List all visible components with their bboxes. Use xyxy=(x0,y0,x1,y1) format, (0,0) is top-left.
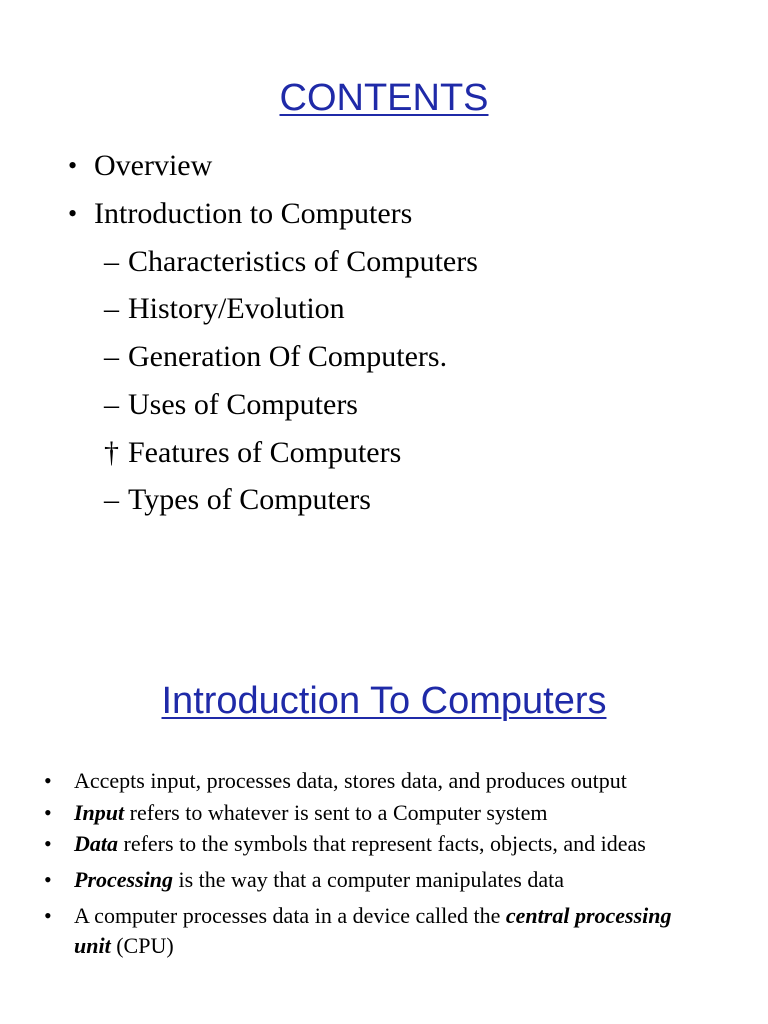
intro-bullet-input xyxy=(44,798,754,828)
toc-item-label: Characteristics of Computers xyxy=(128,245,478,278)
bullet-term: Processing xyxy=(74,867,173,892)
bullet-marker: • xyxy=(68,199,78,228)
toc-item-label: Generation Of Computers. xyxy=(128,340,448,373)
bullet-marker: • xyxy=(44,903,52,928)
dagger-marker: † xyxy=(104,436,119,469)
toc-item-label: Introduction to Computers xyxy=(94,197,413,230)
toc-item-label: History/Evolution xyxy=(128,292,345,325)
bullet-term: central processing unit xyxy=(74,903,672,958)
bullet-marker: • xyxy=(44,867,52,892)
bullet-text: Accepts input, processes data, stores data, and produces output xyxy=(74,768,627,793)
bullet-marker: • xyxy=(68,151,78,180)
contents-title: CONTENTS xyxy=(279,77,489,119)
toc-item-label: Types of Computers xyxy=(128,483,371,516)
dash-marker: – xyxy=(104,388,119,421)
toc-item-overview xyxy=(68,148,213,184)
toc-item-label: Features of Computers xyxy=(128,436,402,469)
bullet-text: refers to the symbols that represent facts, objects, and ideas xyxy=(118,831,646,856)
toc-subitem-history xyxy=(104,291,345,327)
dash-marker: – xyxy=(104,292,119,325)
bullet-text: A computer processes data in a device called the xyxy=(74,903,506,928)
toc-subitem-uses xyxy=(104,387,358,423)
bullet-term: Data xyxy=(74,831,118,856)
toc-item-label: Overview xyxy=(94,149,213,182)
bullet-marker: • xyxy=(44,800,52,825)
dash-marker: – xyxy=(104,340,119,373)
bullet-text: refers to whatever is sent to a Computer system xyxy=(124,800,548,825)
intro-bullet-cpu xyxy=(44,901,674,961)
bullet-term: Input xyxy=(74,800,125,825)
dash-marker: – xyxy=(104,483,119,516)
dash-marker: – xyxy=(104,245,119,278)
toc-subitem-generation xyxy=(104,339,448,375)
toc-subitem-characteristics xyxy=(104,244,478,280)
toc-subitem-types xyxy=(104,482,371,518)
toc-item-introduction xyxy=(68,196,413,232)
bullet-marker: • xyxy=(44,831,52,856)
intro-bullet-accepts xyxy=(44,766,754,796)
intro-bullet-data xyxy=(44,829,754,859)
bullet-text: is the way that a computer manipulates data xyxy=(173,867,564,892)
intro-title: Introduction To Computers xyxy=(161,680,607,722)
intro-bullet-processing xyxy=(44,865,754,895)
toc-item-label: Uses of Computers xyxy=(128,388,358,421)
bullet-text: (CPU) xyxy=(110,933,174,958)
toc-subitem-features xyxy=(104,435,402,471)
bullet-marker: • xyxy=(44,768,52,793)
